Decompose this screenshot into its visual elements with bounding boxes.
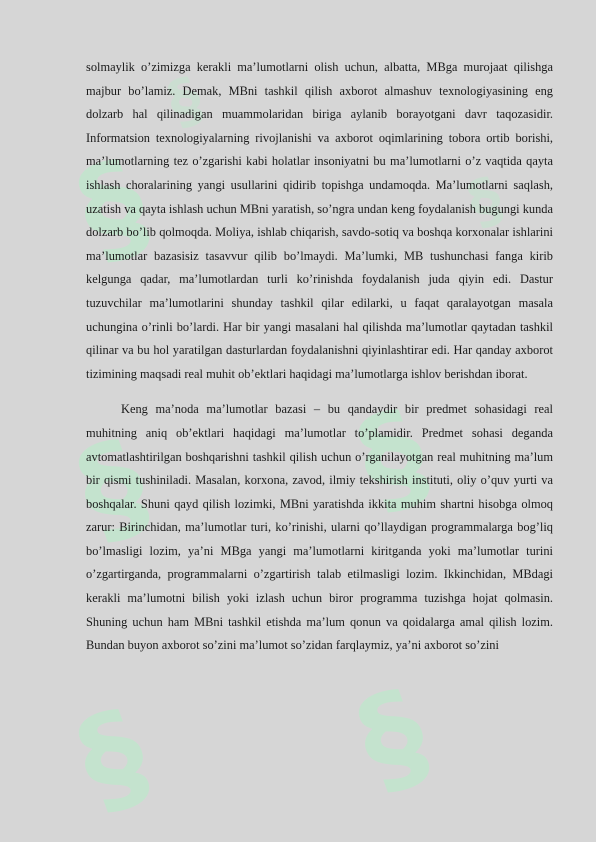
watermark-mark: § — [61, 413, 166, 565]
document-body — [86, 56, 553, 658]
watermark-mark: § — [341, 663, 446, 815]
watermark-mark: § — [341, 383, 446, 535]
paragraph-1: solmaylik o’zimizga kerakli ma’lumotlarni olish uchun, albatta, MBga murojaat qilishga majbur bo’lamiz. Demak, MBni tashkil qilish axborot almashuv texnologiyasining eng dolzarb hal qilinadigan muammolaridan biriga aylanib borayotgani davr taqozasidir. Informatsion texnologiyalarning rivojlanishi va axborot oqimlarining tobora ortib borishi, ma’lumotlarning tez o’zgarishi kabi holatlar insoniyatni bu ma’lumotlarni o’z vaqtida qayta ishlash choralarining yangi usullarini qidirib topishga undamoqda. Ma’lumotlarni saqlash, uzatish va qayta ishlash uchun MBni yaratish, so’ngra undan keng foydalanish bugungi kunda dolzarb bo’lib qolmoqda. Moliya, ishlab chiqarish, savdo-sotiq va boshqa korxonalar ishlarini ma’lumotlar bazasisiz tasavvur qilib bo’lmaydi. Ma’lumki, MB tushunchasi fanga kirib kelgunga qadar, ma’lumotlardan turli ko’rinishda foydalanish juda qiyin edi. Dastur tuzuvchilar ma’lumotlarini shunday tashkil qilar edilarki, u faqat qaralayotgan masala uchungina o’rinli bo’lardi. Har bir yangi masalani hal qilishda ma’lumotlar qaytadan tashkil qilinar va bu hol yaratilgan dasturlardan foydalanishni qiyinlashtirar edi. Har qanday axborot tizimining maqsadi real muhit ob’ektlari haqidagi ma’lumotlarga ishlov berishdan iborat. — [86, 60, 553, 381]
watermark-mark: § — [459, 163, 512, 240]
watermark-mark: § — [61, 133, 166, 285]
watermark-mark: § — [61, 683, 166, 835]
paragraph-2: Keng ma’noda ma’lumotlar bazasi – bu qandaydir bir predmet sohasidagi real muhitning aniq ob’ektlari haqidagi ma’lumotlar to’plamidir. Predmet sohasi deganda avtomatlashtirilgan boshqarishni tashkil qilish uchun o’rganilayotgan real muhitning ma’lum bir qismi tushiniladi. Masalan, korxona, zavod, ilmiy tekshirish instituti, oliy o’quv yurti va boshqalar. Shuni qayd qilish lozimki, MBni yaratishda ikkita muhim shartni hisobga olmoq zarur: Birinchidan, ma’lumotlar turi, ko’rinishi, ularni qo’llaydigan programmalarga bog’liq bo’lmasligi lozim, ya’ni MBga yangi ma’lumotlarni kiritganda yoki ma’lumotlar turini o’zgartirganda, programmalarni o’zgartirish talab etilmasligi lozim. Ikkinchidan, MBdagi kerakli ma’lumotni bilish yoki izlash uchun biror programma tuzishga hojat qolmasin. Shuning uchun ham MBni tashkil etishda ma’lum qonun va qoidalarga amal qilish lozim. Bundan buyon axborot so’zini ma’lumot so’zidan farqlaymiz, ya’ni axborot so’zini — [86, 402, 553, 653]
watermark-mark: § — [159, 63, 212, 140]
